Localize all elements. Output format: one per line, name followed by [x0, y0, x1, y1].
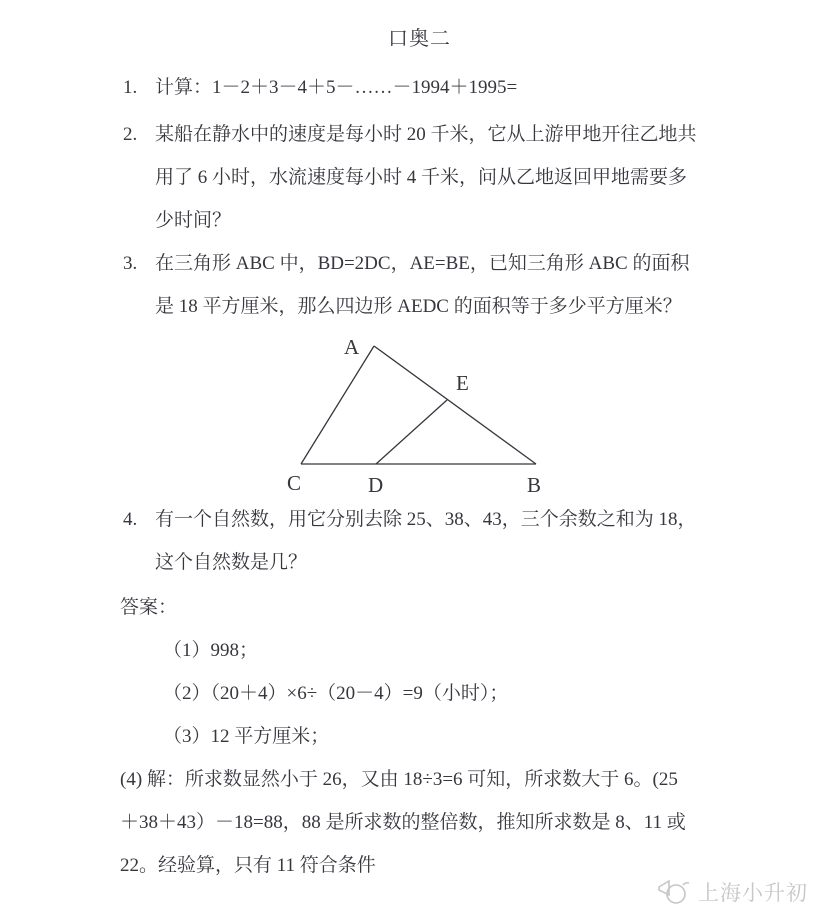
problem-2-number: 2. [123, 124, 138, 145]
answer-2: （2）（20＋4）×6÷（20－4）=9（小时）； [163, 683, 509, 704]
vertex-label-E: E [456, 371, 469, 395]
text-line: 在三角形 ABC 中，BD=2DC，AE=BE，已知三角形 ABC 的面积 [155, 253, 690, 274]
page-title: 口奥二 [388, 28, 451, 50]
problem-3-text [155, 242, 716, 328]
megaphone-icon [656, 878, 692, 906]
problem-1-text [155, 66, 716, 109]
text-line: 少时间？ [155, 210, 232, 231]
problem-2 [123, 113, 716, 242]
problem-4-number: 4. [123, 509, 138, 530]
text-line: ＋38＋43）－18=88，88 是所求数的整倍数，推知所求数是 8、11 或 [120, 812, 686, 833]
vertex-label-D: D [368, 473, 384, 497]
vertex-label-C: C [287, 471, 302, 495]
answer-3: （3）12 平方厘米； [163, 726, 330, 747]
problem-1 [123, 66, 716, 109]
problem-4 [123, 498, 716, 584]
text-line: 某船在静水中的速度是每小时 20 千米，它从上游甲地开往乙地共 [155, 124, 697, 145]
text-line: 用了 6 小时，水流速度每小时 4 千米，问从乙地返回甲地需要多 [155, 167, 688, 188]
problem-3 [123, 242, 716, 328]
vertex-label-B: B [527, 473, 542, 497]
answers-heading: 答案： [120, 597, 178, 618]
text-line: 22。经验算，只有 11 符合条件 [120, 855, 376, 876]
triangle-figure [269, 330, 599, 498]
problem-1-number: 1. [123, 77, 138, 98]
side-AC [301, 346, 374, 464]
side-AB [374, 346, 536, 464]
watermark [656, 877, 808, 907]
text-line: 是 18 平方厘米，那么四边形 AEDC 的面积等于多少平方厘米？ [155, 296, 682, 317]
problem-4-text [155, 498, 716, 584]
text-line: (4) 解：所求数显然小于 26，又由 18÷3=6 可知，所求数大于 6。(25 [120, 769, 678, 790]
triangle-diagram [269, 330, 599, 498]
text-line: 计算：1－2＋3－4＋5－……－1994＋1995= [155, 77, 518, 98]
text-line: 这个自然数是几？ [155, 552, 308, 573]
text-line: 有一个自然数，用它分别去除 25、38、43，三个余数之和为 18， [155, 509, 697, 530]
problem-3-number: 3. [123, 253, 138, 274]
problem-2-text [155, 113, 716, 242]
vertex-label-A: A [344, 335, 360, 359]
answer-1: （1）998； [163, 640, 259, 661]
answer-4-solution [120, 758, 716, 887]
watermark-text: 上海小升初 [698, 881, 808, 905]
segment-DE [376, 400, 447, 464]
